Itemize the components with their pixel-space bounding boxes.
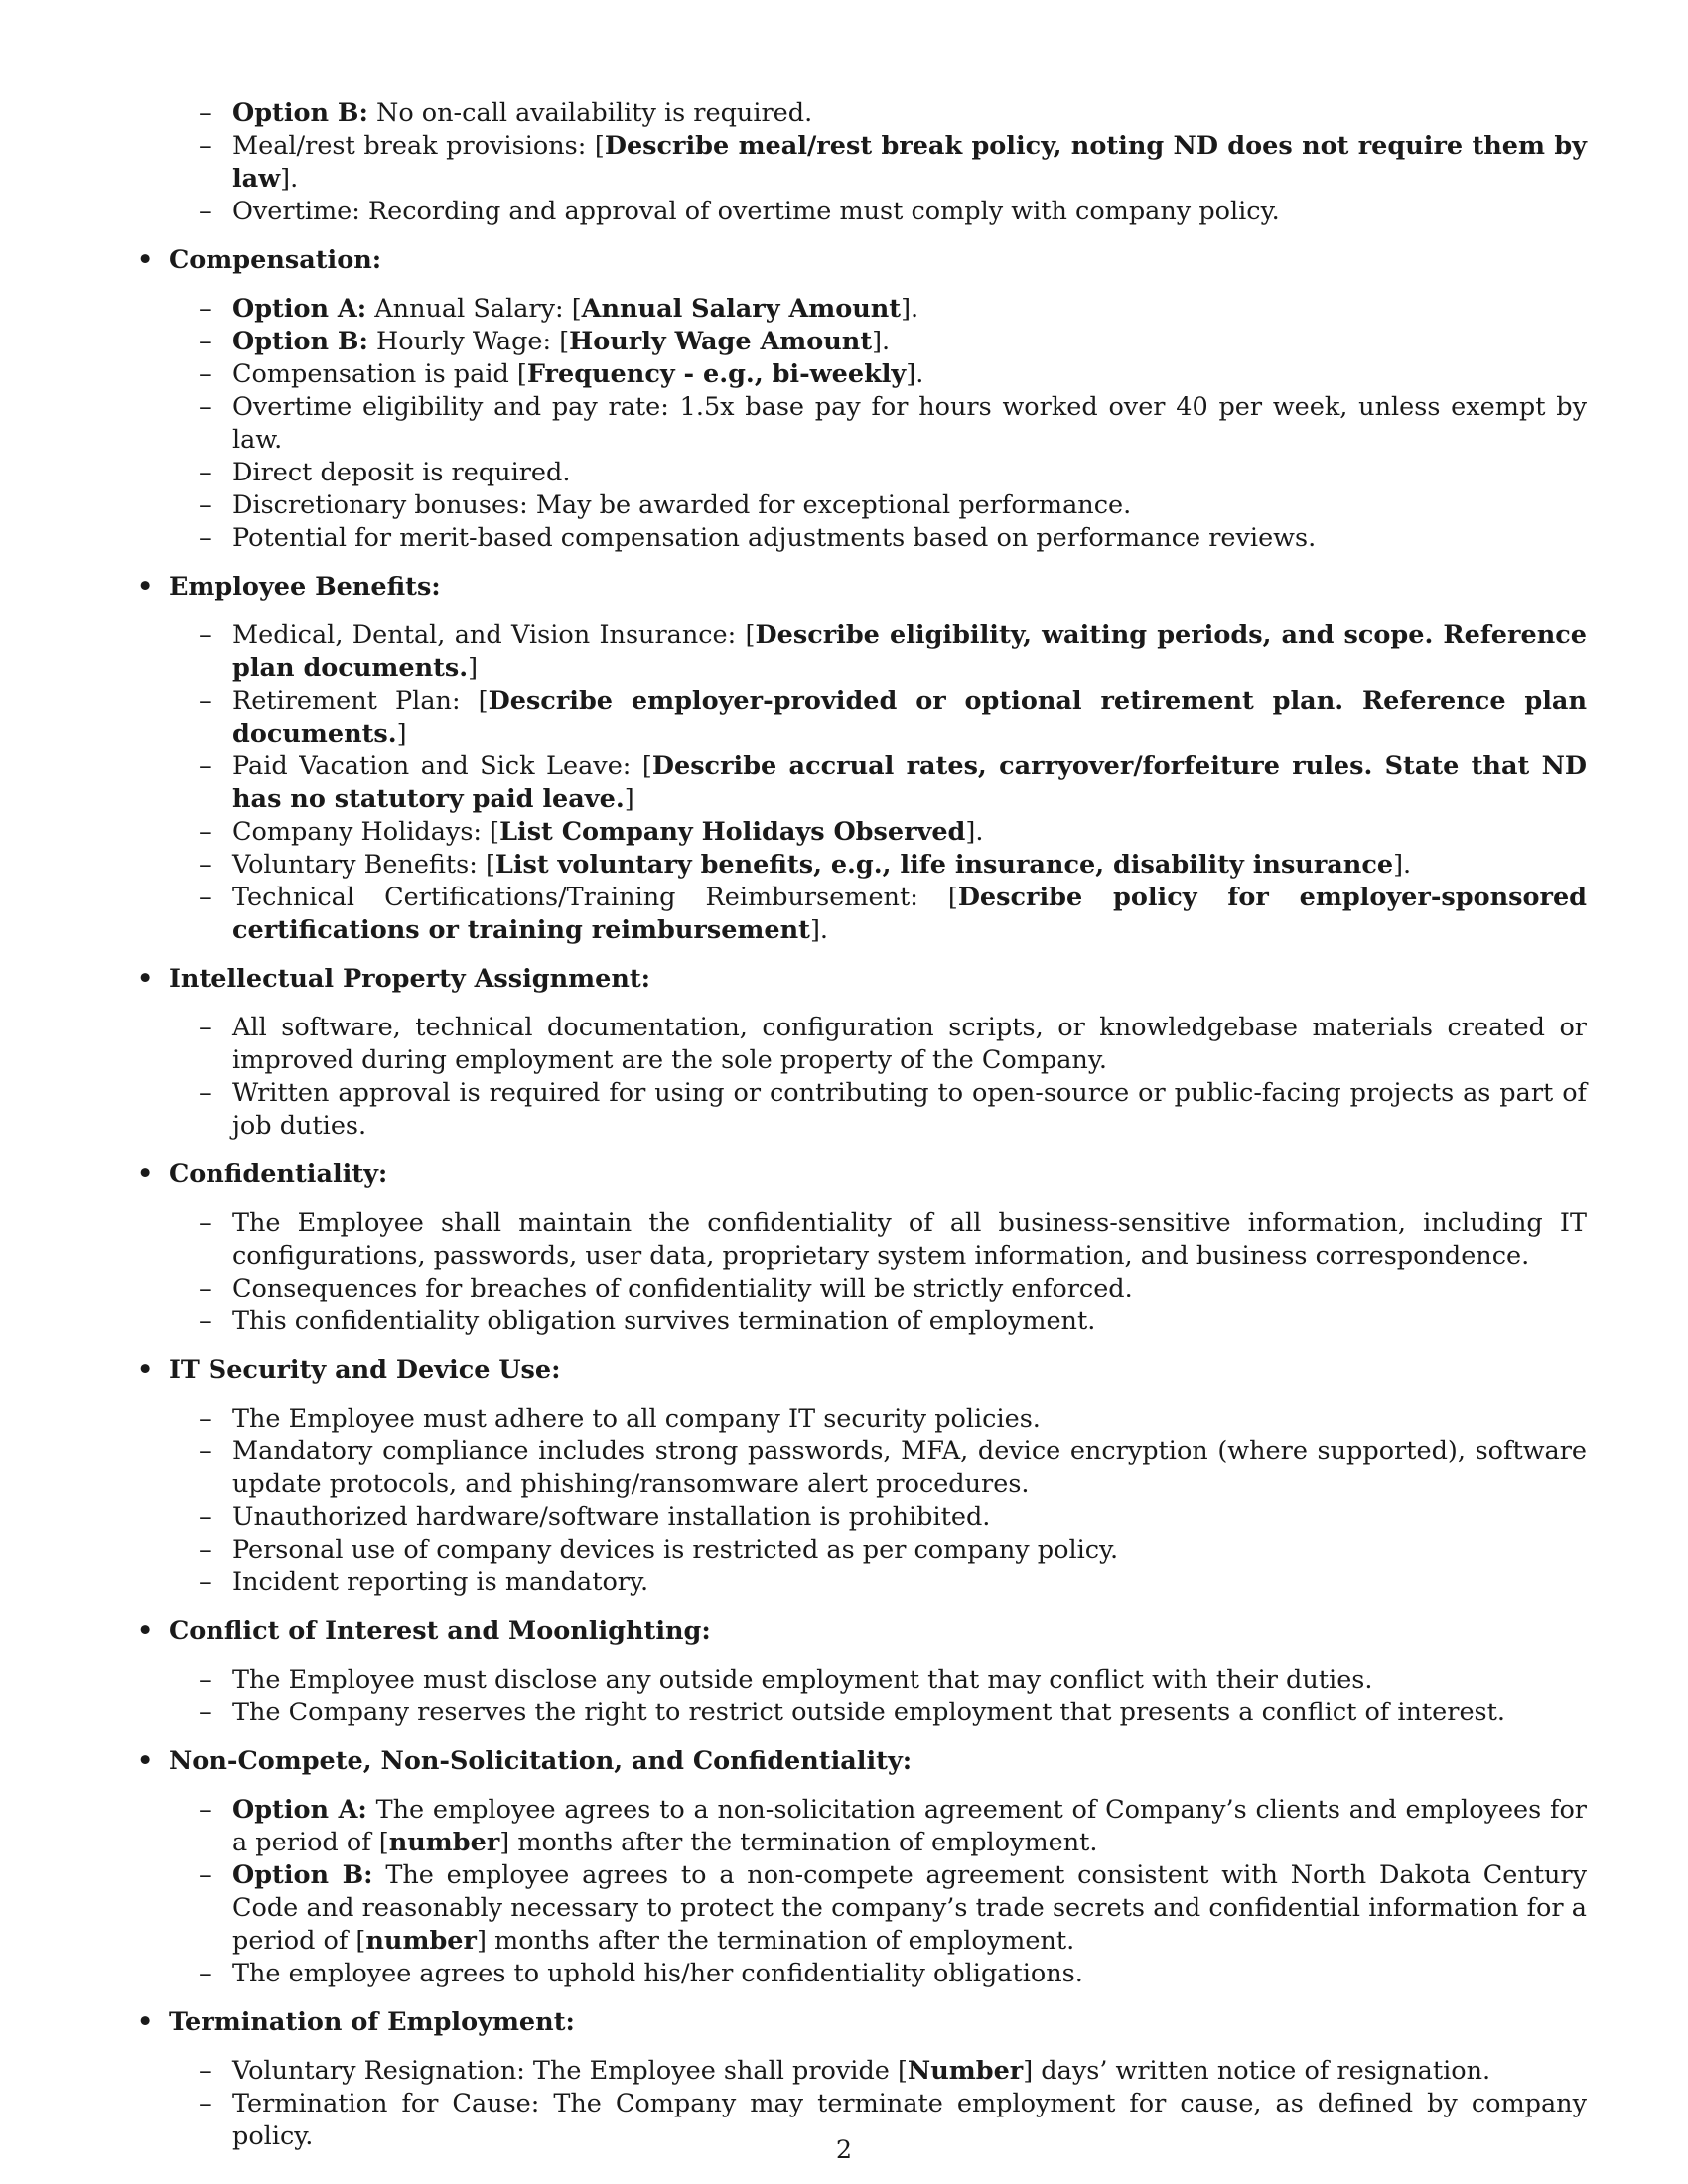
section-title: Conflict of Interest and Moonlighting:: [169, 1616, 711, 1646]
item-text: ]: [396, 719, 407, 749]
page-content: [135, 97, 1587, 2153]
emphasized-text: Number: [907, 2056, 1024, 2086]
list-item: [169, 1012, 1587, 1077]
dash-marker: –: [199, 1013, 211, 1042]
item-text: Mandatory compliance includes strong passwords, MFA, device encryption (where supported), software update protocols, and phishing/ransomware alert procedures.: [232, 1436, 1587, 1499]
emphasized-text: Option B:: [232, 1860, 373, 1890]
dash-marker: –: [199, 98, 211, 128]
item-text: Overtime: Recording and approval of overtime must comply with company policy.: [232, 197, 1280, 226]
bullet-marker: •: [137, 1160, 154, 1189]
list-item: [169, 489, 1587, 522]
dash-marker: –: [199, 751, 211, 781]
section-it-security-and-device-use: [135, 1354, 1587, 1599]
dash-marker: –: [199, 850, 211, 880]
dash-marker: –: [199, 523, 211, 553]
item-text: ]: [468, 653, 479, 683]
item-text: ].: [280, 164, 299, 194]
item-text: The employee agrees to a non-solicitation agreement of Company’s clients and employees for a period of [: [232, 1795, 1587, 1857]
dash-marker: –: [199, 1665, 211, 1695]
list-item: [169, 391, 1587, 457]
dash-marker: –: [199, 1208, 211, 1238]
item-text: Overtime eligibility and pay rate: 1.5x base pay for hours worked over 40 per week, unless exempt by law.: [232, 392, 1587, 455]
item-text: ].: [809, 915, 829, 945]
dash-marker: –: [199, 1535, 211, 1565]
dash-marker: –: [199, 359, 211, 389]
item-text: The employee agrees to uphold his/her confidentiality obligations.: [232, 1959, 1083, 1988]
emphasized-text: Hourly Wage Amount: [569, 327, 873, 356]
list-item: [169, 882, 1587, 947]
section-compensation: [135, 244, 1587, 555]
list-item: [169, 326, 1587, 358]
section-item-list: [169, 1207, 1587, 1338]
dash-marker: –: [199, 1436, 211, 1466]
emphasized-text: Describe employer-provided or optional retirement plan. Reference plan documents.: [232, 686, 1587, 749]
emphasized-text: number: [388, 1828, 500, 1857]
emphasized-text: number: [365, 1926, 477, 1956]
item-text: Annual Salary: [: [366, 294, 582, 324]
item-text: Compensation is paid [: [232, 359, 527, 389]
item-text: Termination for Cause: The Company may terminate employment for cause, as defined by company policy.: [232, 2089, 1587, 2151]
list-item: [169, 130, 1587, 196]
emphasized-text: Option B:: [232, 98, 368, 128]
item-text: Technical Certifications/Training Reimbursement: [: [232, 883, 958, 912]
continued-section: [135, 97, 1587, 228]
list-item: [169, 849, 1587, 882]
list-item: [169, 1305, 1587, 1338]
list-item: [169, 1567, 1587, 1599]
section-item-list: [169, 1012, 1587, 1143]
section-intellectual-property-assignment: [135, 963, 1587, 1143]
continued-item-list: [169, 97, 1587, 228]
item-text: ].: [872, 327, 891, 356]
item-text: No on-call availability is required.: [367, 98, 813, 128]
item-text: ].: [1393, 850, 1412, 880]
item-text: Incident reporting is mandatory.: [232, 1568, 649, 1597]
item-text: ] months after the termination of employment.: [499, 1828, 1098, 1857]
section-item-list: [169, 1403, 1587, 1599]
section-non-compete-non-solicitation-and-confidentiality: [135, 1745, 1587, 1990]
item-text: The employee agrees to a non-compete agreement consistent with North Dakota Century Code and reasonably necessary to protect the company’s trade secrets and confidential information for a period of [: [232, 1860, 1587, 1956]
list-item: [169, 1697, 1587, 1729]
item-text: Unauthorized hardware/software installation is prohibited.: [232, 1502, 991, 1532]
dash-marker: –: [199, 883, 211, 912]
section-confidentiality: [135, 1159, 1587, 1338]
section-title: IT Security and Device Use:: [169, 1355, 561, 1385]
item-text: Voluntary Resignation: The Employee shall provide [: [232, 2056, 908, 2086]
item-text: ].: [901, 294, 919, 324]
emphasized-text: Frequency - e.g., bi-weekly: [526, 359, 907, 389]
dash-marker: –: [199, 1959, 211, 1988]
section-list: [135, 97, 1587, 2153]
list-item: [169, 1501, 1587, 1534]
item-text: ]: [624, 784, 634, 814]
dash-marker: –: [199, 1568, 211, 1597]
dash-marker: –: [199, 327, 211, 356]
section-title: Employee Benefits:: [169, 572, 441, 602]
item-text: Meal/rest break provisions: [: [232, 131, 605, 161]
list-item: [169, 97, 1587, 130]
list-item: [169, 1794, 1587, 1859]
section-title: Compensation:: [169, 245, 382, 275]
list-item: [169, 1077, 1587, 1143]
section-termination-of-employment: [135, 2006, 1587, 2153]
dash-marker: –: [199, 817, 211, 847]
list-item: [169, 358, 1587, 391]
emphasized-text: Option B:: [232, 327, 368, 356]
bullet-marker: •: [137, 245, 154, 275]
emphasized-text: Annual Salary Amount: [581, 294, 902, 324]
dash-marker: –: [199, 1795, 211, 1825]
dash-marker: –: [199, 620, 211, 650]
item-text: Discretionary bonuses: May be awarded for exceptional performance.: [232, 490, 1132, 520]
item-text: Direct deposit is required.: [232, 458, 571, 487]
list-item: [169, 457, 1587, 489]
bullet-marker: •: [137, 572, 154, 602]
bullet-marker: •: [137, 964, 154, 994]
item-text: Potential for merit-based compensation adjustments based on performance reviews.: [232, 523, 1317, 553]
item-text: Company Holidays: [: [232, 817, 500, 847]
emphasized-text: Describe meal/rest break policy, noting ND does not require them by law: [232, 131, 1587, 194]
item-text: Retirement Plan: [: [232, 686, 489, 716]
emphasized-text: Describe policy for employer-sponsored certifications or training reimbursement: [232, 883, 1587, 945]
dash-marker: –: [199, 686, 211, 716]
item-text: This confidentiality obligation survives termination of employment.: [232, 1306, 1096, 1336]
dash-marker: –: [199, 1274, 211, 1303]
bullet-marker: •: [137, 1616, 154, 1646]
list-item: [169, 1664, 1587, 1697]
dash-marker: –: [199, 392, 211, 422]
item-text: Paid Vacation and Sick Leave: [: [232, 751, 652, 781]
section-employee-benefits: [135, 571, 1587, 947]
bullet-marker: •: [137, 1355, 154, 1385]
item-text: The Employee shall maintain the confidentiality of all business-sensitive information, including IT configurations, passwords, user data, proprietary system information, and business correspondence.: [232, 1208, 1587, 1271]
section-title: Non-Compete, Non-Solicitation, and Confidentiality:: [169, 1746, 913, 1776]
bullet-marker: •: [137, 1746, 154, 1776]
dash-marker: –: [199, 1860, 211, 1890]
list-item: [169, 619, 1587, 685]
list-item: [169, 816, 1587, 849]
list-item: [169, 293, 1587, 326]
page-number: 2: [835, 2135, 853, 2165]
dash-marker: –: [199, 294, 211, 324]
section-item-list: [169, 1794, 1587, 1990]
item-text: ].: [965, 817, 984, 847]
emphasized-text: Describe accrual rates, carryover/forfeiture rules. State that ND has no statutory paid leave.: [232, 751, 1587, 814]
list-item: [169, 1207, 1587, 1273]
section-title: Termination of Employment:: [169, 2007, 575, 2037]
emphasized-text: List Company Holidays Observed: [499, 817, 966, 847]
dash-marker: –: [199, 1502, 211, 1532]
list-item: [169, 196, 1587, 228]
item-text: Hourly Wage: [: [367, 327, 570, 356]
item-text: ] months after the termination of employment.: [476, 1926, 1075, 1956]
list-item: [169, 1534, 1587, 1567]
item-text: Written approval is required for using or contributing to open-source or public-facing projects as part of job duties.: [232, 1078, 1587, 1141]
section-title: Confidentiality:: [169, 1160, 388, 1189]
emphasized-text: List voluntary benefits, e.g., life insurance, disability insurance: [494, 850, 1394, 880]
dash-marker: –: [199, 490, 211, 520]
list-item: [169, 1403, 1587, 1435]
section-item-list: [169, 1664, 1587, 1729]
list-item: [169, 522, 1587, 555]
item-text: The Employee must adhere to all company IT security policies.: [232, 1404, 1041, 1433]
item-text: The Employee must disclose any outside employment that may conflict with their duties.: [232, 1665, 1373, 1695]
dash-marker: –: [199, 1306, 211, 1336]
item-text: All software, technical documentation, configuration scripts, or knowledgebase materials created or improved during employment are the sole property of the Company.: [232, 1013, 1587, 1075]
list-item: [169, 2055, 1587, 2088]
list-item: [169, 1273, 1587, 1305]
section-conflict-of-interest-and-moonlighting: [135, 1615, 1587, 1729]
dash-marker: –: [199, 197, 211, 226]
item-text: ].: [906, 359, 924, 389]
dash-marker: –: [199, 131, 211, 161]
section-title: Intellectual Property Assignment:: [169, 964, 651, 994]
emphasized-text: Option A:: [232, 1795, 367, 1825]
list-item: [169, 751, 1587, 816]
emphasized-text: Option A:: [232, 294, 367, 324]
list-item: [169, 1435, 1587, 1501]
item-text: Personal use of company devices is restricted as per company policy.: [232, 1535, 1119, 1565]
list-item: [169, 685, 1587, 751]
dash-marker: –: [199, 1698, 211, 1727]
list-item: [169, 1958, 1587, 1990]
dash-marker: –: [199, 2089, 211, 2118]
emphasized-text: Describe eligibility, waiting periods, and scope. Reference plan documents.: [232, 620, 1587, 683]
dash-marker: –: [199, 2056, 211, 2086]
dash-marker: –: [199, 1078, 211, 1108]
item-text: The Company reserves the right to restrict outside employment that presents a conflict of interest.: [232, 1698, 1505, 1727]
section-item-list: [169, 293, 1587, 555]
item-text: Medical, Dental, and Vision Insurance: [: [232, 620, 756, 650]
dash-marker: –: [199, 1404, 211, 1433]
item-text: ] days’ written notice of resignation.: [1023, 2056, 1491, 2086]
list-item: [169, 1859, 1587, 1958]
item-text: Consequences for breaches of confidentiality will be strictly enforced.: [232, 1274, 1133, 1303]
section-item-list: [169, 619, 1587, 947]
item-text: Voluntary Benefits: [: [232, 850, 495, 880]
dash-marker: –: [199, 458, 211, 487]
bullet-marker: •: [137, 2007, 154, 2037]
